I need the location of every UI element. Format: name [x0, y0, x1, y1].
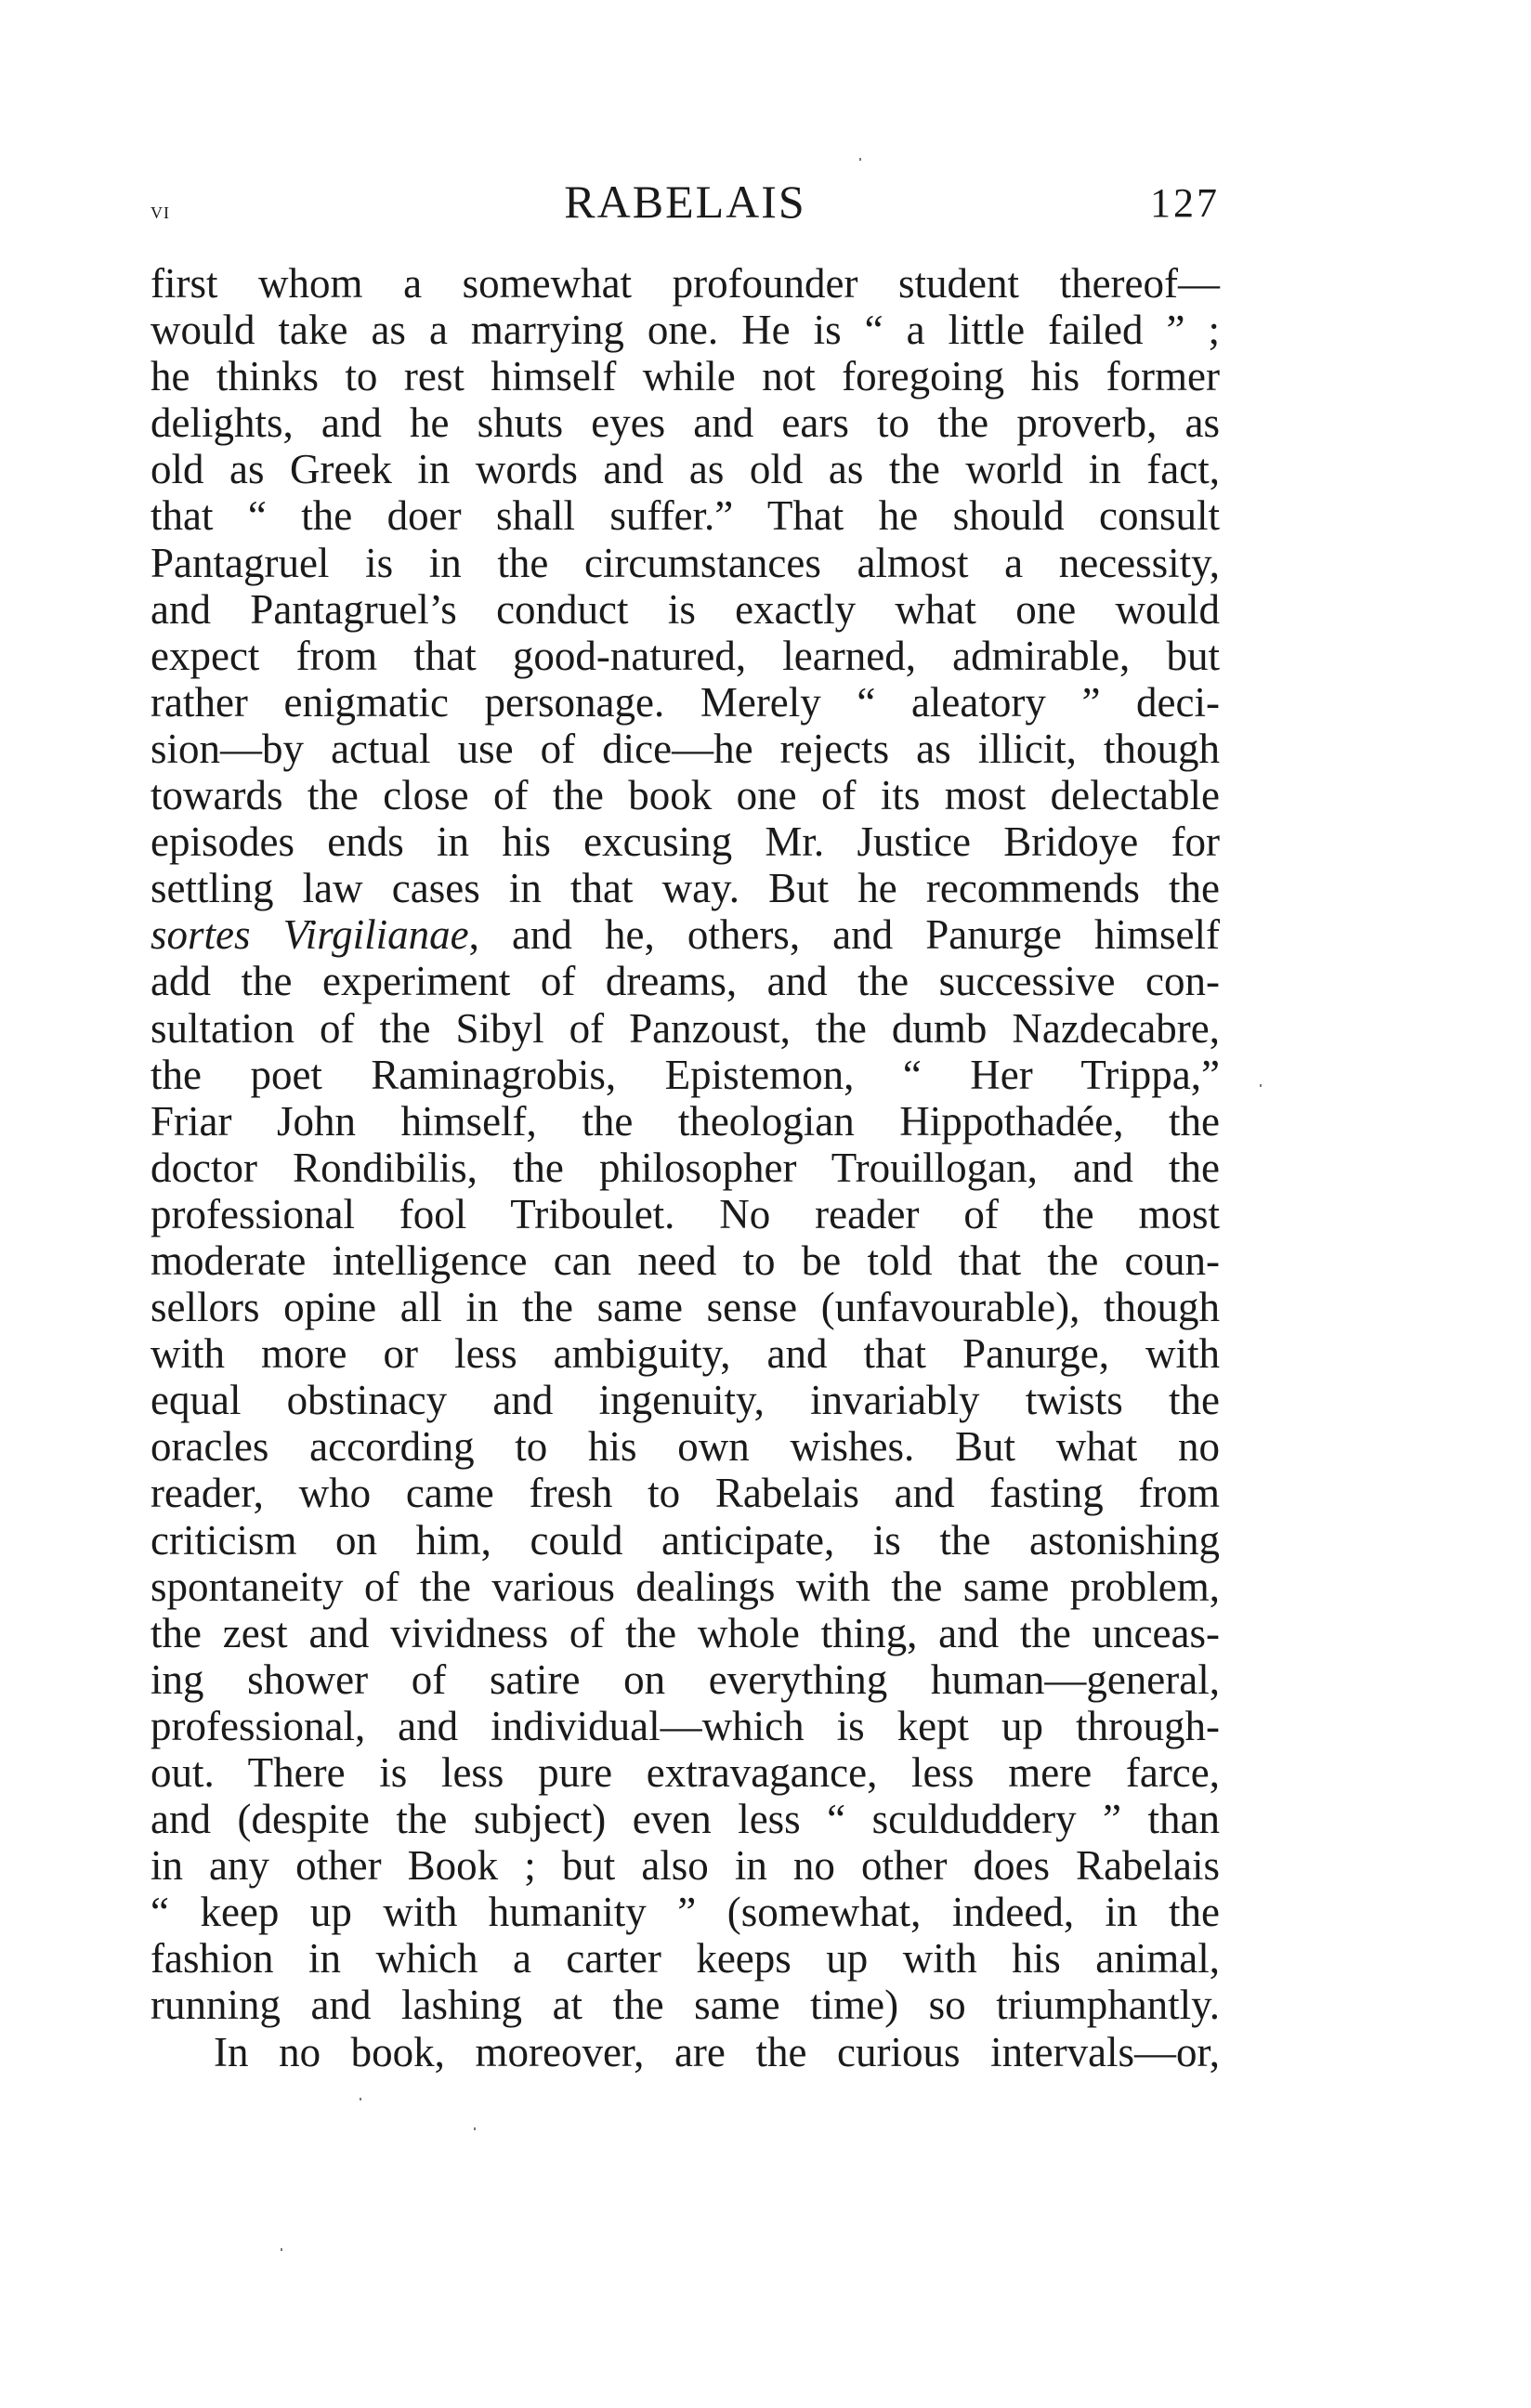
text-line: running and lashing at the same time) so triumphantly.	[150, 1982, 1220, 2029]
text-line: first whom a somewhat profounder student thereof—	[150, 260, 1220, 307]
text-line: doctor Rondibilis, the philosopher Trouillogan, and the	[150, 1144, 1220, 1191]
chapter-number: vi	[150, 197, 170, 224]
text-line: expect from that good-natured, learned, admirable, but	[150, 632, 1220, 679]
text-line: sion—by actual use of dice—he rejects as illicit, though	[150, 725, 1220, 772]
paragraph-start-line: In no book, moreover, are the curious intervals—or,	[214, 2028, 1220, 2075]
text-line: in any other Book ; but also in no other does Rabelais	[150, 1842, 1220, 1890]
text-line: Friar John himself, the theologian Hippothadée, the	[150, 1097, 1220, 1145]
page-number: 127	[1150, 180, 1220, 226]
text-line: he thinks to rest himself while not foregoing his former	[150, 353, 1220, 400]
text-line: and Pantagruel’s conduct is exactly what one would	[150, 585, 1220, 633]
text-line: Pantagruel is in the circumstances almost a necessity,	[150, 539, 1220, 586]
text-line: rather enigmatic personage. Merely “ aleatory ” deci-	[150, 678, 1220, 726]
text-line: professional fool Triboulet. No reader of the most	[150, 1190, 1220, 1237]
text-fragment: , and he, others, and Panurge himself	[468, 911, 1220, 959]
text-line: out. There is less pure extravagance, less mere farce,	[150, 1749, 1220, 1796]
text-line: equal obstinacy and ingenuity, invariably twists the	[150, 1377, 1220, 1424]
text-line-with-italic	[150, 911, 1220, 958]
text-line: ing shower of satire on everything human—general,	[150, 1656, 1220, 1703]
text-line: delights, and he shuts eyes and ears to the proverb, as	[150, 399, 1220, 447]
running-title: RABELAIS	[564, 176, 806, 228]
text-line: reader, who came fresh to Rabelais and fasting from	[150, 1470, 1220, 1517]
text-line: would take as a marrying one. He is “ a little failed ” ;	[150, 307, 1220, 354]
text-line: with more or less ambiguity, and that Panurge, with	[150, 1330, 1220, 1378]
text-line: criticism on him, could anticipate, is the astonishing	[150, 1516, 1220, 1564]
text-line: the zest and vividness of the whole thing, and the unceas-	[150, 1609, 1220, 1656]
text-line: moderate intelligence can need to be told that the coun-	[150, 1237, 1220, 1284]
text-line: professional, and individual—which is kept up through-	[150, 1702, 1220, 1749]
text-line: settling law cases in that way. But he recommends the	[150, 865, 1220, 912]
text-line: fashion in which a carter keeps up with his animal,	[150, 1935, 1220, 1983]
running-head	[150, 177, 1220, 232]
body-text	[150, 260, 1220, 2075]
text-line: towards the close of the book one of its most delectable	[150, 772, 1220, 819]
text-line: sellors opine all in the same sense (unfavourable), though	[150, 1284, 1220, 1331]
scan-speck	[360, 2098, 361, 2100]
text-line: that “ the doer shall suffer.” That he should consult	[150, 492, 1220, 540]
text-line: oracles according to his own wishes. But what no	[150, 1423, 1220, 1471]
text-line: “ keep up with humanity ” (somewhat, indeed, in the	[150, 1889, 1220, 1936]
text-line: the poet Raminagrobis, Epistemon, “ Her Trippa,”	[150, 1051, 1220, 1098]
scan-speck	[859, 158, 861, 161]
text-line: add the experiment of dreams, and the successive con-	[150, 958, 1220, 1005]
text-line: episodes ends in his excusing Mr. Justice Bridoye for	[150, 818, 1220, 866]
scan-speck	[1260, 1084, 1262, 1087]
italic-phrase: sortes Virgilianae	[150, 911, 469, 959]
scan-speck	[281, 2248, 282, 2251]
text-line: old as Greek in words and as old as the world in fact,	[150, 446, 1220, 493]
scan-speck	[474, 2127, 476, 2130]
text-line: and (despite the subject) even less “ sculduddery ” than	[150, 1796, 1220, 1843]
text-line: spontaneity of the various dealings with the same problem,	[150, 1563, 1220, 1610]
text-line: sultation of the Sibyl of Panzoust, the dumb Nazdecabre,	[150, 1004, 1220, 1052]
